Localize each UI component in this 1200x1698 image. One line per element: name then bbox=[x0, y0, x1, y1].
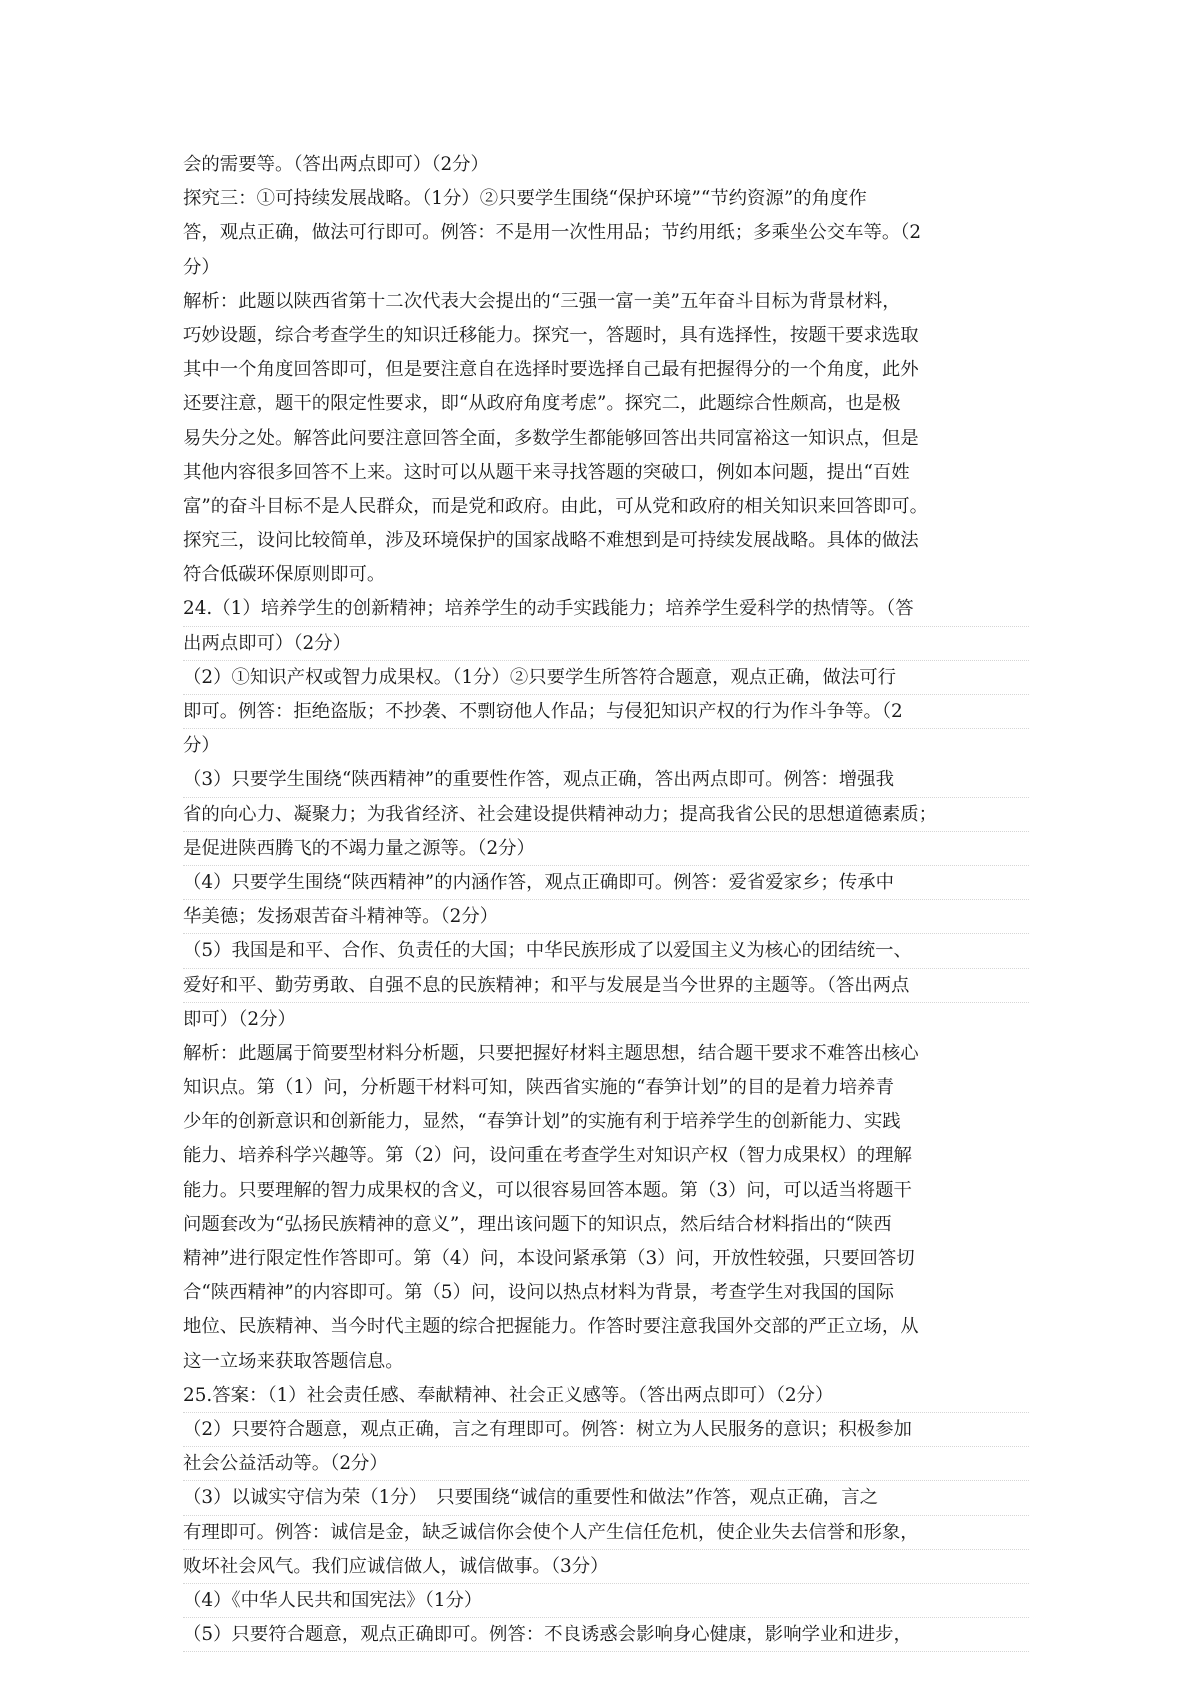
text-line: 合“陕西精神”的内容即可。第（5）问，设问以热点材料为背景，考查学生对我国的国际 bbox=[183, 1282, 894, 1304]
text-line: （5）只要符合题意，观点正确即可。例答：不良诱惑会影响身心健康，影响学业和进步， bbox=[183, 1618, 1029, 1652]
text-line: 社会公益活动等。（2分） bbox=[183, 1447, 1029, 1481]
text-line: 省的向心力、凝聚力；为我省经济、社会建设提供精神动力；提高我省公民的思想道德素质； bbox=[183, 798, 1029, 832]
text-line: 地位、民族精神、当今时代主题的综合把握能力。作答时要注意我国外交部的严正立场，从 bbox=[183, 1316, 919, 1338]
text-line: 探究三，设问比较简单，涉及环境保护的国家战略不难想到是可持续发展战略。具体的做法 bbox=[183, 530, 919, 552]
text-line: （3）以诚实守信为荣（1分） 只要围绕“诚信的重要性和做法”作答，观点正确，言之 bbox=[183, 1481, 1029, 1515]
text-line: 会的需要等。（答出两点即可）（2分） bbox=[183, 154, 489, 175]
text-line: （3）只要学生围绕“陕西精神”的重要性作答，观点正确，答出两点即可。例答：增强我 bbox=[183, 763, 1029, 797]
text-line: 有理即可。例答：诚信是金，缺乏诚信你会使个人产生信任危机，使企业失去信誉和形象， bbox=[183, 1516, 1029, 1550]
text-line: 华美德；发扬艰苦奋斗精神等。（2分） bbox=[183, 900, 1029, 934]
text-line: 25.答案：（1）社会责任感、奉献精神、社会正义感等。（答出两点即可）（2分） bbox=[183, 1379, 1029, 1413]
text-line: 符合低碳环保原则即可。 bbox=[183, 564, 386, 586]
text-line: 少年的创新意识和创新能力，显然，“春笋计划”的实施有利于培养学生的创新能力、实践 bbox=[183, 1111, 901, 1133]
text-line: 解析：此题属于简要型材料分析题，只要把握好材料主题思想，结合题干要求不难答出核心 bbox=[183, 1042, 919, 1064]
text-line: 爱好和平、勤劳勇敢、自强不息的民族精神；和平与发展是当今世界的主题等。（答出两点 bbox=[183, 969, 1029, 1003]
text-line: （4）《中华人民共和国宪法》（1分） bbox=[183, 1584, 1029, 1618]
text-line: 即可。例答：拒绝盗版；不抄袭、不剽窃他人作品；与侵犯知识产权的行为作斗争等。（2 bbox=[183, 695, 1029, 729]
text-line: 败坏社会风气。我们应诚信做人，诚信做事。（3分） bbox=[183, 1550, 1029, 1584]
text-line: 还要注意，题干的限定性要求，即“从政府角度考虑”。探究二，此题综合性颇高，也是极 bbox=[183, 393, 901, 415]
text-line: 这一立场来获取答题信息。 bbox=[183, 1350, 404, 1372]
text-line: 精神”进行限定性作答即可。第（4）问，本设问紧承第（3）问，开放性较强，只要回答切 bbox=[183, 1248, 915, 1269]
answer-text-body bbox=[183, 148, 1029, 1652]
text-line: 是促进陕西腾飞的不竭力量之源等。（2分） bbox=[183, 832, 1029, 866]
text-line: 24.（1）培养学生的创新精神；培养学生的动手实践能力；培养学生爱科学的热情等。（答 bbox=[183, 592, 1029, 626]
text-line: 富”的奋斗目标不是人民群众，而是党和政府。由此，可从党和政府的相关知识来回答即可。 bbox=[183, 495, 929, 517]
text-line: 解析：此题以陕西省第十二次代表大会提出的“三强一富一美”五年奋斗目标为背景材料， bbox=[183, 290, 901, 312]
text-line: 答，观点正确，做法可行即可。例答：不是用一次性用品；节约用纸；多乘坐公交车等。（2 bbox=[183, 222, 922, 244]
text-line: 能力。只要理解的智力成果权的含义，可以很容易回答本题。第（3）问，可以适当将题干 bbox=[183, 1179, 912, 1201]
text-line: （5）我国是和平、合作、负责任的大国；中华民族形成了以爱国主义为核心的团结统一、 bbox=[183, 934, 1029, 968]
text-line: 知识点。第（1）问，分析题干材料可知，陕西省实施的“春笋计划”的目的是着力培养青 bbox=[183, 1077, 894, 1099]
text-line: 能力、培养科学兴趣等。第（2）问，设问重在考查学生对知识产权（智力成果权）的理解 bbox=[183, 1145, 912, 1167]
text-line: （4）只要学生围绕“陕西精神”的内涵作答，观点正确即可。例答：爱省爱家乡；传承中 bbox=[183, 866, 1029, 900]
text-line: 巧妙设题，综合考查学生的知识迁移能力。探究一，答题时，具有选择性，按题干要求选取 bbox=[183, 324, 919, 346]
text-line: 即可）（2分） bbox=[183, 1008, 296, 1030]
text-line: （2）①知识产权或智力成果权。（1分）②只要学生所答符合题意，观点正确，做法可行 bbox=[183, 661, 1029, 695]
text-line: 分） bbox=[183, 735, 220, 757]
text-line: 出两点即可）（2分） bbox=[183, 627, 1029, 661]
text-line: 其中一个角度回答即可，但是要注意自在选择时要选择自己最有把握得分的一个角度，此外 bbox=[183, 359, 919, 381]
text-line: 易失分之处。解答此问要注意回答全面，多数学生都能够回答出共同富裕这一知识点，但是 bbox=[183, 427, 919, 449]
text-line: （2）只要符合题意，观点正确，言之有理即可。例答：树立为人民服务的意识；积极参加 bbox=[183, 1413, 1029, 1447]
text-line: 问题套改为“弘扬民族精神的意义”，理出该问题下的知识点，然后结合材料指出的“陕西 bbox=[183, 1213, 892, 1235]
text-line: 其他内容很多回答不上来。这时可以从题干来寻找答题的突破口，例如本问题，提出“百姓 bbox=[183, 461, 910, 483]
text-line: 分） bbox=[183, 256, 220, 278]
text-line: 探究三：①可持续发展战略。（1分）②只要学生围绕“保护环境”“节约资源”的角度作 bbox=[183, 188, 867, 210]
